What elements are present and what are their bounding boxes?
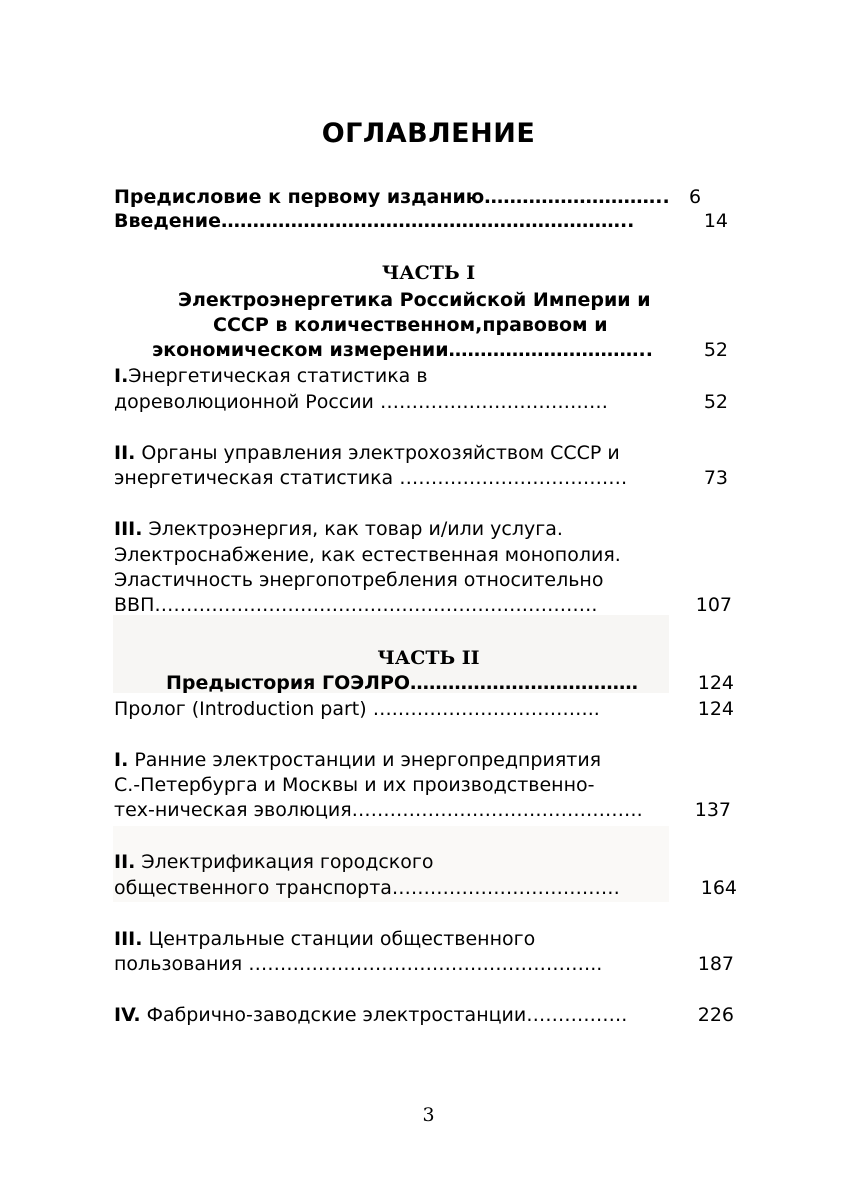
toc-page-number: 137 bbox=[694, 799, 731, 821]
toc-chapter bbox=[114, 1003, 627, 1028]
chapter-numeral: II. bbox=[114, 851, 136, 873]
chapter-numeral: I. bbox=[114, 365, 129, 387]
chapter-title: Электроснабжение, как естественная монополия. bbox=[114, 544, 621, 566]
chapter-title: С.-Петербурга и Москвы и их производственно- bbox=[114, 774, 595, 796]
toc-page-number: 164 bbox=[700, 877, 737, 899]
part-label-text: ЧАСТЬ II bbox=[377, 647, 480, 669]
chapter-title: энергетическая статистика ……………………………… bbox=[114, 467, 628, 489]
toc-page-number: 124 bbox=[697, 672, 734, 694]
chapter-numeral: III. bbox=[114, 518, 143, 540]
chapter-numeral: III. bbox=[114, 928, 143, 950]
toc-entry-preface: Предисловие к первому изданию……………………….. bbox=[114, 186, 670, 208]
chapter-title: ВВП……………………………………………………………. bbox=[114, 594, 598, 616]
chapter-title: Электрификация городского bbox=[135, 851, 434, 873]
part-label-text: ЧАСТЬ I bbox=[381, 262, 476, 284]
toc-page-number: 124 bbox=[697, 698, 734, 720]
toc-page-number: 6 bbox=[688, 186, 702, 208]
chapter-title: Энергетическая статистика в bbox=[128, 365, 428, 387]
toc-chapter bbox=[114, 748, 601, 773]
part-1-label bbox=[0, 261, 857, 286]
toc-chapter bbox=[114, 441, 620, 466]
chapter-title: Фабрично-заводские электростанции……………. bbox=[140, 1004, 628, 1026]
toc-page-number: 107 bbox=[695, 594, 732, 616]
chapter-numeral: II. bbox=[114, 442, 136, 464]
toc-page-number: 226 bbox=[697, 1004, 734, 1026]
part-1-heading: экономическом измерении………………………….. bbox=[152, 339, 653, 361]
toc-chapter bbox=[114, 364, 428, 389]
part-2-label bbox=[0, 646, 857, 671]
chapter-title: Эластичность энергопотребления относительно bbox=[114, 569, 604, 591]
chapter-title: дореволюционной России ……………………………… bbox=[114, 391, 608, 413]
chapter-title: Органы управления электрохозяйством СССР и bbox=[135, 442, 620, 464]
chapter-title: Электроэнергия, как товар и/или услуга. bbox=[142, 518, 563, 540]
toc-chapter bbox=[114, 850, 434, 875]
toc-chapter bbox=[114, 927, 535, 952]
toc-entry-introduction: Введение……………………………………………………….. bbox=[114, 210, 635, 232]
toc-page-number: 52 bbox=[703, 391, 728, 413]
chapter-title: Ранние электростанции и энергопредприятия bbox=[128, 749, 602, 771]
part-1-heading: Электроэнергетика Российской Империи и bbox=[178, 289, 651, 311]
chapter-title: общественного транспорта……………………………… bbox=[114, 877, 620, 899]
chapter-title: пользования ……………………………………………….. bbox=[114, 953, 603, 975]
toc-entry-prologue: Пролог (Introduction part) ….………………………….. bbox=[114, 698, 600, 720]
part-2-heading: Предыстория ГОЭЛРО……………………………… bbox=[166, 672, 639, 694]
chapter-title: Центральные станции общественного bbox=[142, 928, 536, 950]
part-1-heading: СССР в количественном,правовом и bbox=[213, 314, 608, 336]
chapter-title: тех-ническая эволюция………………………………………. bbox=[114, 799, 643, 821]
toc-chapter bbox=[114, 517, 563, 542]
toc-page-number: 14 bbox=[703, 210, 728, 232]
toc-page-number: 52 bbox=[703, 339, 728, 361]
toc-page-number: 187 bbox=[697, 953, 734, 975]
page-title: ОГЛАВЛЕНИЕ bbox=[321, 118, 536, 149]
chapter-numeral: I. bbox=[114, 749, 129, 771]
page-number: 3 bbox=[422, 1104, 435, 1126]
toc-page-number: 73 bbox=[703, 467, 728, 489]
chapter-numeral: IV. bbox=[114, 1004, 141, 1026]
